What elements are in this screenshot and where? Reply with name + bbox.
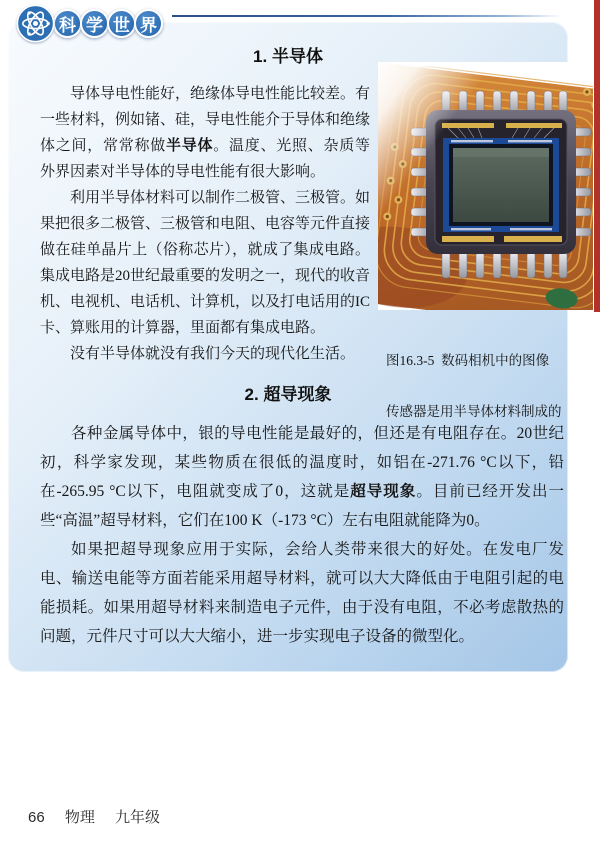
figure-caption-line1: 图16.3-5 数码相机中的图像: [386, 353, 550, 368]
section1-paragraph-1: [40, 81, 370, 185]
header-badge-char: [53, 9, 82, 38]
bold-term-superconductivity: 超导现象: [350, 483, 417, 500]
page-number: 66: [28, 809, 45, 826]
footer-subject: 物理: [64, 809, 95, 826]
header-char: 学: [86, 15, 103, 35]
section2-paragraph-2: 如果把超导现象应用于实际，会给人类带来很大的好处。在发电厂发电、输送电能等方面若能采用超导材料，就可以大大降低由于电阻引起的电能损耗。如果用超导材料来制造电子元件，由于没有电阻，不必考虑散热的问题，元件尺寸可以大大缩小，进一步实现电子设备的微型化。: [40, 541, 564, 645]
figure-photo-image-sensor: [378, 62, 593, 310]
atom-icon: [16, 4, 55, 43]
figure-caption: [386, 318, 572, 454]
header-badge-char: [80, 9, 109, 38]
paragraph-text: 各种金属导体中，银的导电性能是最好的，但还是有电阻存在。20世纪初，科学家发现，某些物质在很低的温度时，如铝在-271.76 °C以下，铅在-265.95 °C以下，电阻就变成了0，这就是: [40, 425, 564, 500]
science-world-header: [16, 3, 163, 43]
section1-body: [40, 81, 370, 367]
paragraph-text: 。温度、光照、杂质等外界因素对半导体的导电性能有很大影响。: [40, 138, 370, 180]
figure-caption-line2: 传感器是用半导体材料制成的: [386, 404, 562, 419]
header-badge-char: [134, 9, 163, 38]
header-char: 界: [140, 15, 157, 35]
section1-heading: 1. 半导体: [253, 47, 323, 66]
header-badge-char: [107, 9, 136, 38]
footer-grade: 九年级: [115, 809, 161, 826]
section1-paragraph-2: 利用半导体材料可以制作二极管、三极管。如果把很多二极管、三极管和电阻、电容等元件直接做在硅单晶片上（俗称芯片），就成了集成电路。集成电路是20世纪最重要的发明之一，现代的收音机、电视机、电话机、计算机，以及打电话用的IC卡、算账用的计算器，里面都有集成电路。: [40, 190, 371, 336]
page-edge-tab: [594, 0, 600, 312]
section2-heading: 2. 超导现象: [244, 385, 332, 404]
header-char: 世: [113, 15, 130, 35]
header-rule: [172, 15, 562, 17]
paragraph-text: 。目前已经开发出一些“高温”超导材料，它们在100 K（-173 °C）左右电阻就能降为0。: [40, 483, 564, 529]
page-footer: [28, 806, 160, 827]
section1-paragraph-3: 没有半导体就没有我们今天的现代化生活。: [70, 346, 356, 362]
paragraph-text: 导体导电性能好，绝缘体导电性能比较差。有一些材料，例如锗、硅，导电性能介于导体和绝缘体之间，常常称做: [40, 86, 371, 154]
bold-term-semiconductor: 半导体: [165, 137, 214, 154]
header-char: 科: [59, 15, 76, 35]
